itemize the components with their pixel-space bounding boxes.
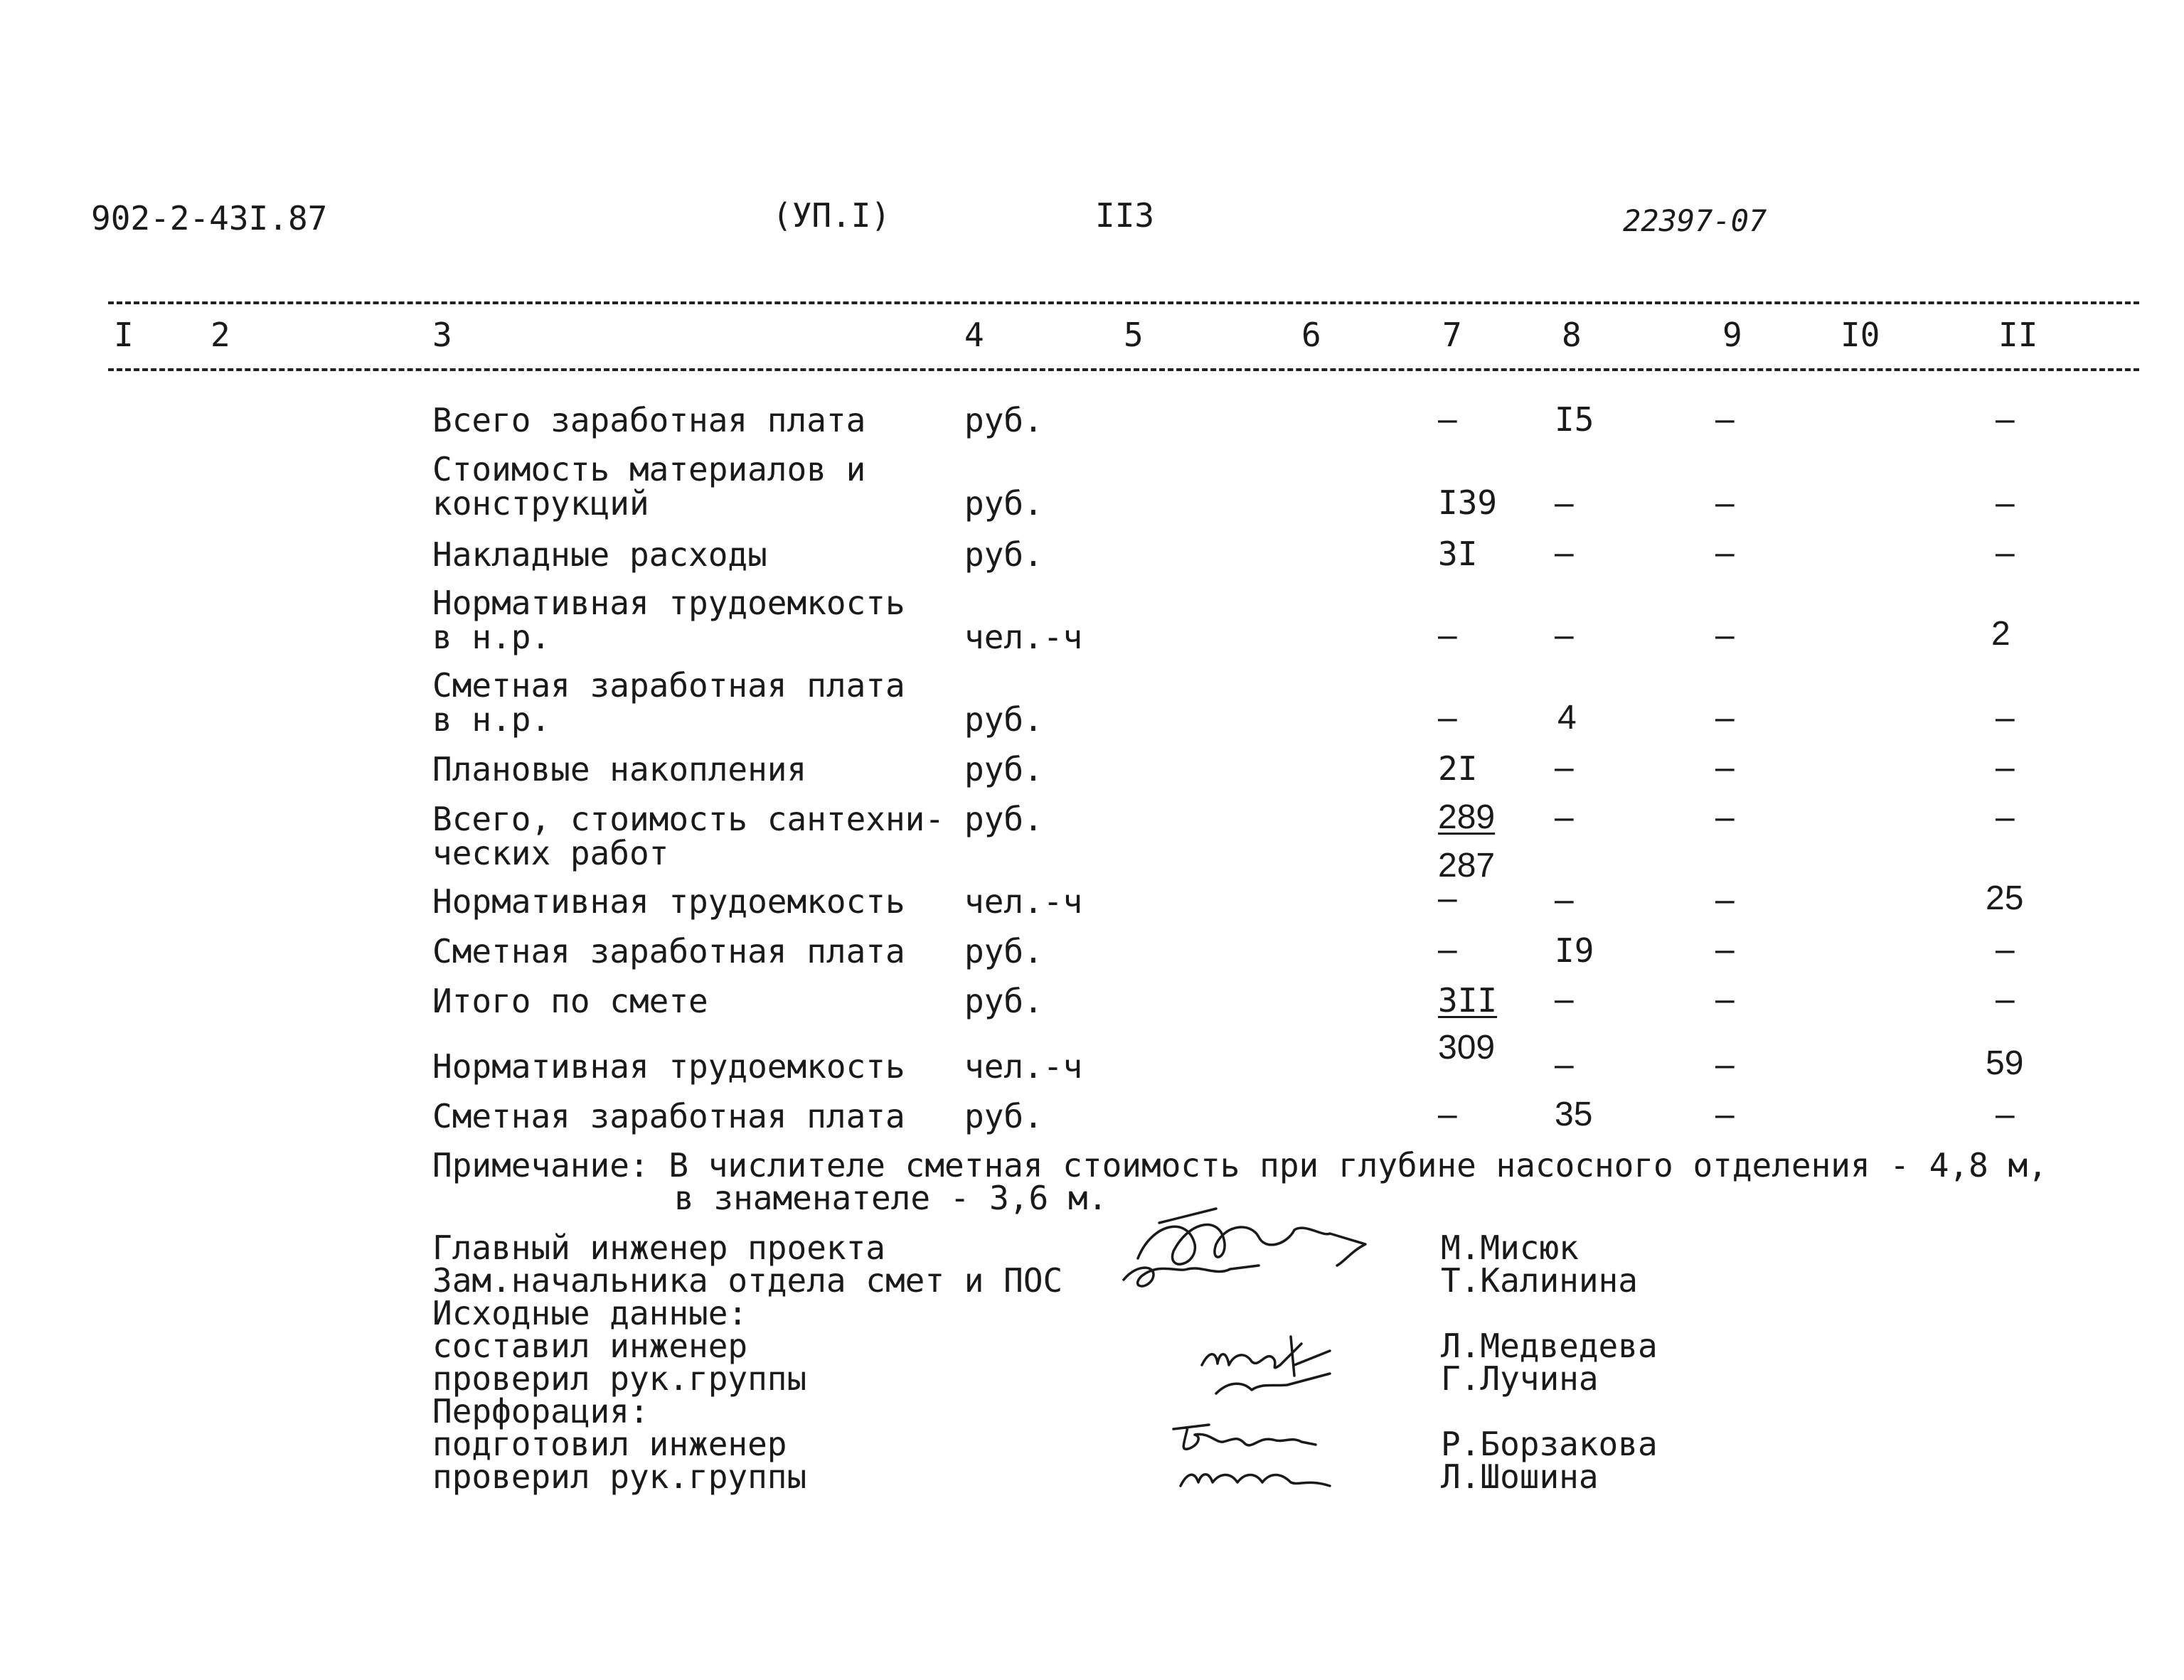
section-ref: (УП.I) (772, 196, 891, 235)
row-label: Всего заработная плата (432, 401, 866, 439)
column-number: 7 (1442, 316, 1462, 354)
row-unit: руб. (964, 800, 1043, 838)
cell-col8: – (1555, 881, 1574, 919)
cell-col8: – (1555, 484, 1574, 522)
row-unit: руб. (964, 1097, 1043, 1135)
signature-perforation (1166, 1415, 1351, 1507)
cell-col8: – (1555, 616, 1574, 654)
cell-col9: – (1715, 1046, 1735, 1084)
note-line-1: Примечание: В числителе сметная стоимость при глубине насосного отделения - 4,8 м, (432, 1146, 2047, 1184)
row-unit: руб. (964, 982, 1043, 1020)
cell-col9: – (1715, 616, 1735, 654)
cell-col7-denominator: 309 (1438, 1029, 1496, 1066)
row-unit: чел.-ч (964, 618, 1083, 656)
row-label: Нормативная трудоемкость в н.р. (432, 584, 905, 656)
cell-col8: – (1555, 749, 1574, 786)
column-number: I0 (1841, 316, 1880, 354)
row-unit: чел.-ч (964, 882, 1083, 921)
row-label: Всего, стоимость сантехни- ческих работ (432, 800, 945, 872)
row-label: Сметная заработная плата (432, 1097, 905, 1135)
cell-col7: 2I (1438, 749, 1478, 788)
row-label: Нормативная трудоемкость (432, 882, 905, 921)
cell-col9: – (1715, 931, 1735, 968)
signatory-role: составил инженер (432, 1327, 748, 1365)
signatory-name: Л.Медведева (1441, 1327, 1658, 1365)
row-unit: чел.-ч (964, 1047, 1083, 1086)
column-number: 5 (1124, 316, 1144, 354)
document-code: 902-2-43I.87 (91, 199, 328, 237)
cell-col9: – (1715, 798, 1735, 836)
cell-col8: – (1555, 798, 1574, 836)
row-label: Итого по смете (432, 982, 708, 1020)
section-heading: Исходные данные: (432, 1294, 748, 1332)
cell-col11: – (1996, 400, 2015, 438)
cell-col9: – (1715, 980, 1735, 1018)
cell-col7: 3I (1438, 535, 1478, 573)
row-unit: руб. (964, 401, 1043, 439)
page-number: II3 (1095, 196, 1155, 235)
cell-col11: – (1996, 980, 2015, 1018)
cell-col11: – (1996, 534, 2015, 572)
cell-col7: – (1438, 400, 1457, 438)
signature-chief-engineer (1109, 1194, 1380, 1301)
cell-col11: – (1996, 699, 2015, 737)
column-number: 8 (1562, 316, 1582, 354)
cell-col9: – (1715, 484, 1735, 522)
note-line-2: в знаменателе - 3,6 м. (674, 1179, 1108, 1217)
row-label: Плановые накопления (432, 750, 807, 788)
cell-col8: – (1555, 534, 1574, 572)
section-heading: Перфорация: (432, 1392, 649, 1430)
cell-col11: 59 (1986, 1044, 2024, 1082)
cell-col11: 25 (1986, 879, 2024, 917)
cell-col7: – (1438, 931, 1457, 968)
signatory-role: Главный инженер проекта (432, 1229, 885, 1267)
row-unit: руб. (964, 484, 1043, 523)
cell-col8: 35 (1555, 1096, 1593, 1133)
cell-col7: – (1438, 879, 1457, 917)
header-divider-top (108, 301, 2139, 304)
header-divider-bottom (108, 368, 2139, 371)
signatory-role: подготовил инженер (432, 1425, 787, 1463)
signature-compiler (1195, 1322, 1351, 1408)
cell-col8: – (1555, 980, 1574, 1018)
cell-col8: 4 (1557, 699, 1577, 737)
cell-col7: I39 (1438, 483, 1498, 522)
cell-col8: I5 (1555, 400, 1594, 439)
signatory-name: Т.Калинина (1441, 1261, 1638, 1300)
signatory-role: проверил рук.группы (432, 1359, 807, 1398)
column-number: 2 (211, 316, 230, 354)
row-label: Нормативная трудоемкость (432, 1047, 905, 1086)
cell-col7: – (1438, 1096, 1457, 1133)
archive-stamp: 22397-07 (1623, 203, 1767, 238)
cell-col7-numerator: 289 (1438, 798, 1496, 836)
signatory-name: Л.Шошина (1441, 1457, 1599, 1496)
signatory-name: Г.Лучина (1441, 1359, 1599, 1398)
cell-col9: – (1715, 534, 1735, 572)
row-label: Сметная заработная плата в н.р. (432, 666, 905, 739)
cell-col11: 2 (1991, 615, 2010, 653)
cell-col11: – (1996, 484, 2015, 522)
signatory-role: Зам.начальника отдела смет и ПОС (432, 1261, 1063, 1300)
cell-col9: – (1715, 749, 1735, 786)
cell-col9: – (1715, 400, 1735, 438)
cell-col9: – (1715, 1096, 1735, 1133)
column-number: 4 (964, 316, 984, 354)
signatory-name: Р.Борзакова (1441, 1425, 1658, 1463)
row-unit: руб. (964, 700, 1043, 739)
cell-col8: – (1555, 1046, 1574, 1084)
signatory-name: М.Мисюк (1441, 1229, 1579, 1267)
cell-col11: – (1996, 798, 2015, 836)
row-unit: руб. (964, 932, 1043, 970)
column-number: 3 (432, 316, 452, 354)
cell-col9: – (1715, 699, 1735, 737)
column-number: II (1998, 316, 2038, 354)
row-label: Сметная заработная плата (432, 932, 905, 970)
cell-col7: – (1438, 616, 1457, 654)
cell-col9: – (1715, 881, 1735, 919)
cell-col11: – (1996, 749, 2015, 786)
column-number: 6 (1301, 316, 1321, 354)
cell-col7: – (1438, 699, 1457, 737)
row-unit: руб. (964, 535, 1043, 574)
cell-col7-numerator: 3II (1438, 981, 1498, 1020)
cell-col8: I9 (1555, 931, 1594, 970)
row-unit: руб. (964, 750, 1043, 788)
column-number: I (114, 316, 134, 354)
row-label: Стоимость материалов и конструкций (432, 450, 866, 523)
signatory-role: проверил рук.группы (432, 1457, 807, 1496)
cell-col11: – (1996, 1096, 2015, 1133)
cell-col7-denominator: 287 (1438, 847, 1496, 884)
column-number: 9 (1722, 316, 1742, 354)
row-label: Накладные расходы (432, 535, 767, 574)
cell-col11: – (1996, 931, 2015, 968)
